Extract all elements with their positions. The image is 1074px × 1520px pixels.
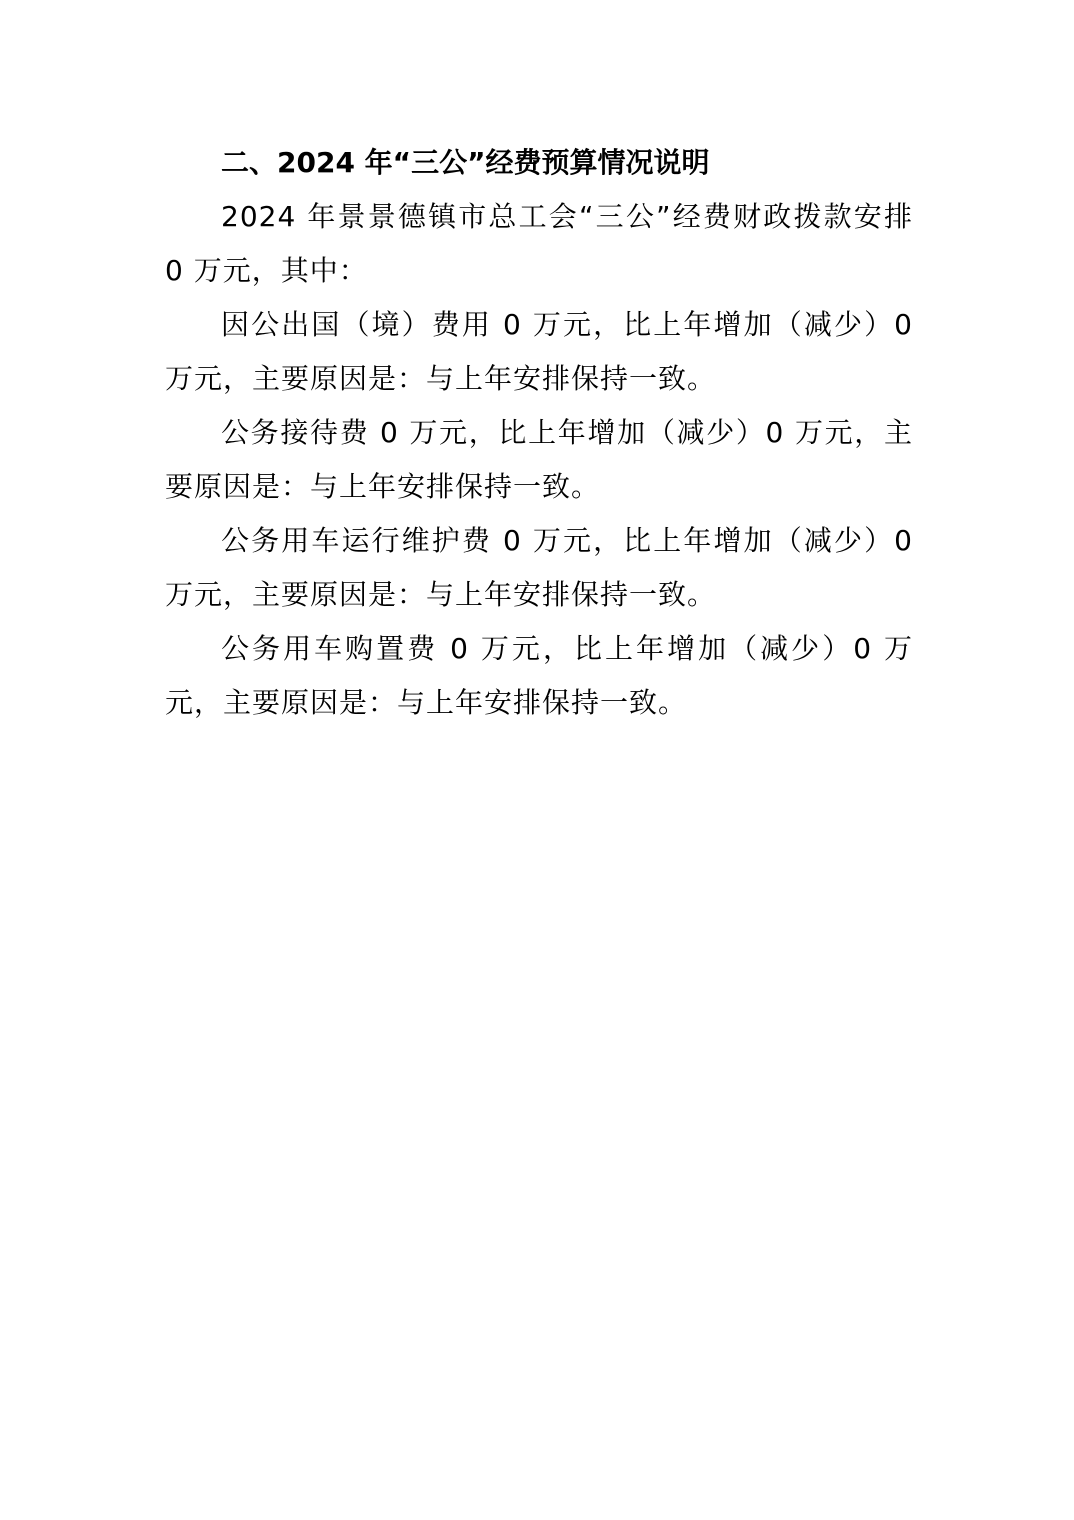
paragraph-vehicle-purchase: 公务用车购置费 0 万元，比上年增加（减少）0 万元，主要原因是：与上年安排保持一致。 <box>165 632 913 719</box>
paragraph-vehicle-operation: 公务用车运行维护费 0 万元，比上年增加（减少）0 万元，主要原因是：与上年安排保持一致。 <box>165 524 913 611</box>
paragraph-overseas-travel: 因公出国（境）费用 0 万元，比上年增加（减少）0 万元，主要原因是：与上年安排保持一致。 <box>165 308 913 395</box>
paragraph-total: 2024 年景景德镇市总工会“三公”经费财政拨款安排 0 万元，其中： <box>165 200 913 287</box>
section-heading: 二、2024 年“三公”经费预算情况说明 <box>221 146 710 179</box>
paragraph-official-reception: 公务接待费 0 万元，比上年增加（减少）0 万元，主要原因是：与上年安排保持一致。 <box>165 416 913 503</box>
document-body <box>165 136 913 730</box>
